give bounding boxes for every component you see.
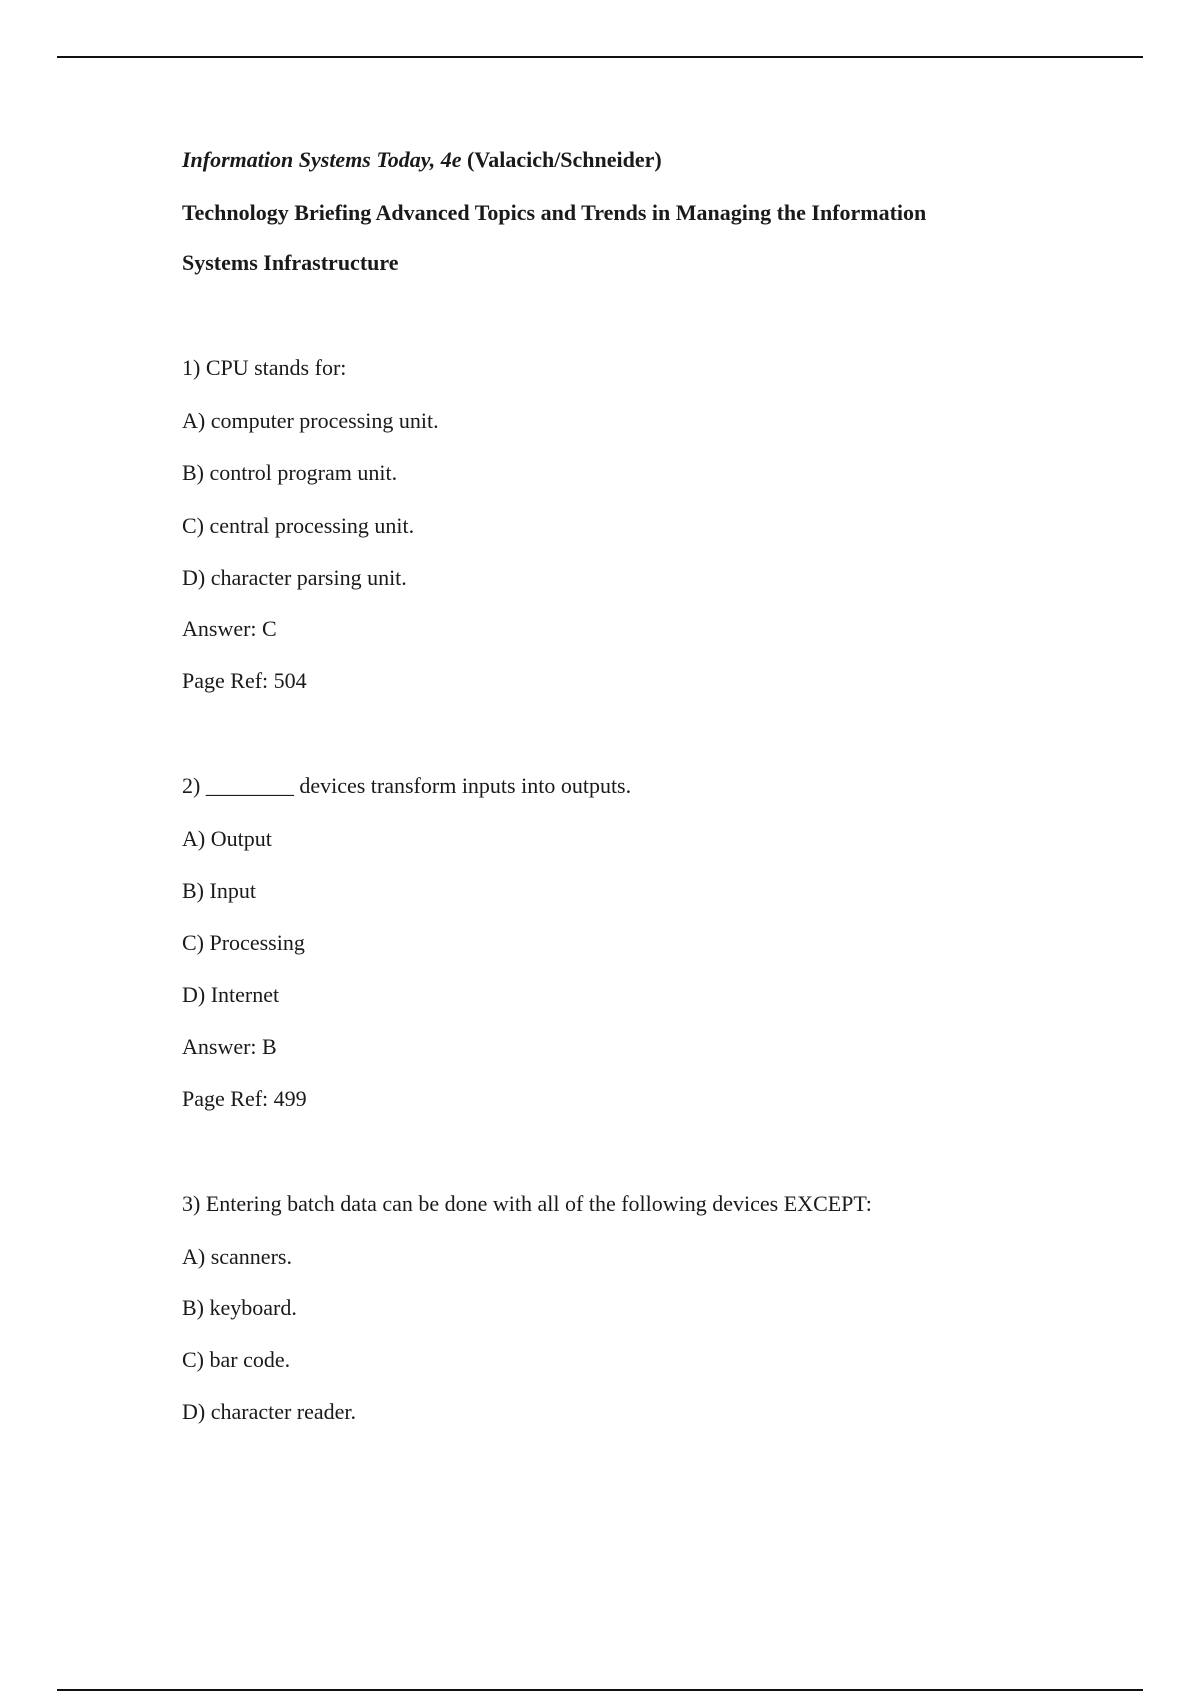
question-stem: 3) Entering batch data can be done with all of the following devices EXCEPT: bbox=[182, 1191, 872, 1216]
page-ref: Page Ref: 504 bbox=[182, 668, 307, 693]
option-d: D) character parsing unit. bbox=[182, 565, 407, 590]
bottom-rule bbox=[57, 1689, 1143, 1691]
book-title: Information Systems Today, 4e bbox=[182, 147, 462, 172]
document-heading bbox=[182, 147, 662, 173]
top-rule bbox=[57, 56, 1143, 58]
option-a: A) computer processing unit. bbox=[182, 408, 439, 433]
chapter-title-line-2: Systems Infrastructure bbox=[182, 250, 399, 275]
option-d: D) character reader. bbox=[182, 1399, 357, 1424]
answer: Answer: B bbox=[182, 1034, 277, 1059]
option-c: C) central processing unit. bbox=[182, 513, 415, 538]
option-b: B) Input bbox=[182, 878, 256, 903]
option-a: A) Output bbox=[182, 826, 272, 851]
question-stem: 2) ________ devices transform inputs into outputs. bbox=[182, 773, 632, 798]
option-b: B) keyboard. bbox=[182, 1295, 297, 1320]
chapter-title-line-1: Technology Briefing Advanced Topics and Trends in Managing the Information bbox=[182, 200, 927, 225]
option-d: D) Internet bbox=[182, 982, 280, 1007]
option-c: C) Processing bbox=[182, 930, 305, 955]
option-c: C) bar code. bbox=[182, 1347, 291, 1372]
question-stem: 1) CPU stands for: bbox=[182, 355, 347, 380]
option-b: B) control program unit. bbox=[182, 460, 398, 485]
book-authors: (Valacich/Schneider) bbox=[467, 147, 662, 172]
page-ref: Page Ref: 499 bbox=[182, 1086, 307, 1111]
answer: Answer: C bbox=[182, 616, 277, 641]
option-a: A) scanners. bbox=[182, 1244, 292, 1269]
